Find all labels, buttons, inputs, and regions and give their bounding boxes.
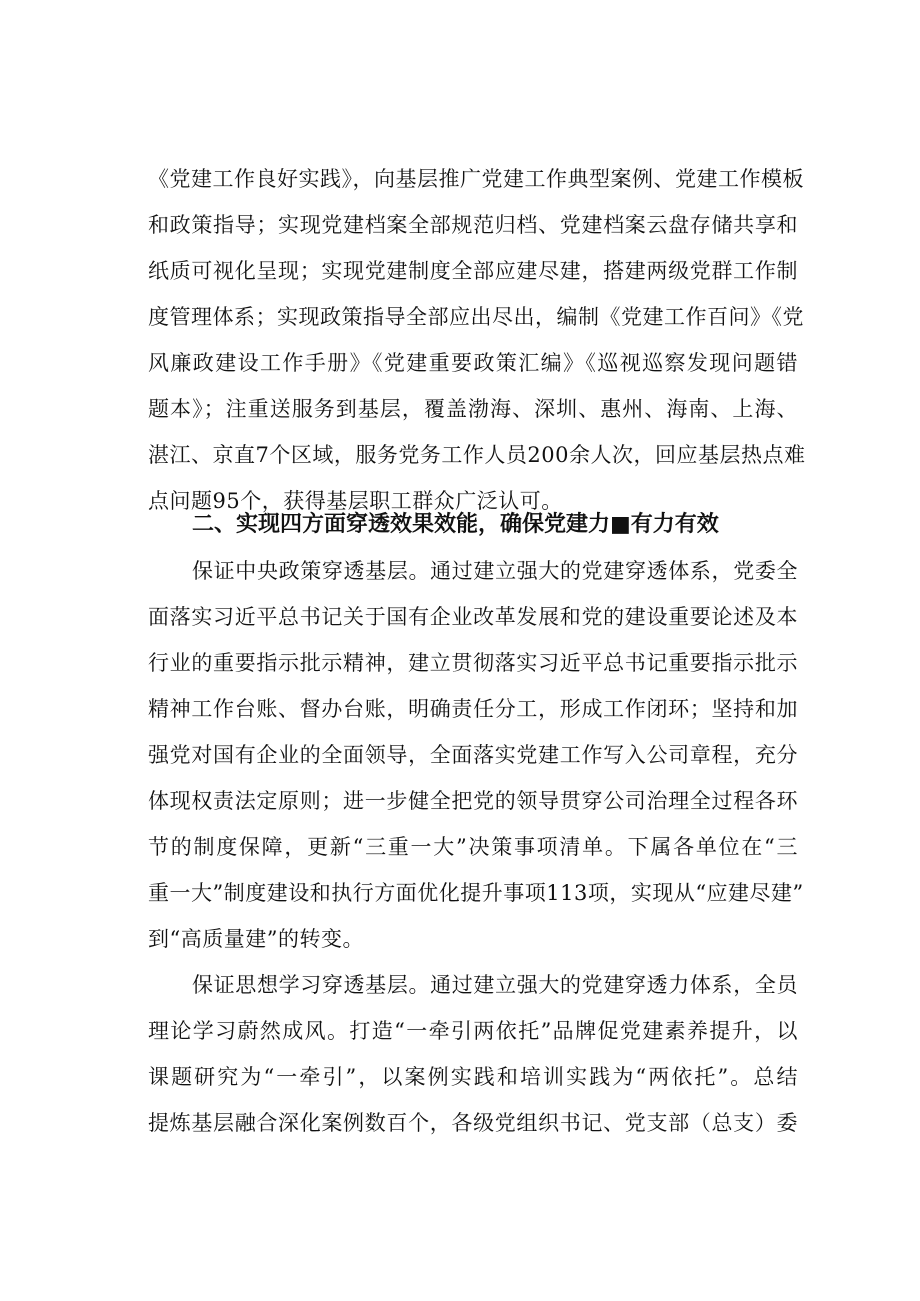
paragraph-1-line-9: 到“高质量建”的转变。 [148,927,364,951]
paragraph-2-line-1: 保证思想学习穿透基层。通过建立强大的党建穿透力体系，全员 [192,973,798,997]
intro-line-2: 和政策指导；实现党建档案全部规范归档、党建档案云盘存储共享和 [148,213,798,237]
intro-line-4: 度管理体系；实现政策指导全部应出尽出，编制《党建工作百问》《党 [148,305,804,329]
intro-line-8: 点问题95个，获得基层职工群众广泛认可。 [148,489,563,513]
paragraph-1-line-1: 保证中央政策穿透基层。通过建立强大的党建穿透体系，党委全 [192,559,798,583]
paragraph-1-line-5: 强党对国有企业的全面领导，全面落实党建工作写入公司章程，充分 [148,743,798,767]
paragraph-2-line-2: 理论学习蔚然成风。打造“一牵引两依托”品牌促党建素养提升，以 [148,1019,798,1043]
paragraph-1-line-2: 面落实习近平总书记关于国有企业改革发展和党的建设重要论述及本 [148,605,798,629]
intro-line-7: 湛江、京直7个区域，服务党务工作人员200余人次，回应基层热点难 [148,443,806,467]
paragraph-1-line-4: 精神工作台账、督办台账，明确责任分工，形成工作闭环；坚持和加 [148,697,798,721]
intro-line-1: 《党建工作良好实践》，向基层推广党建工作典型案例、党建工作模板 [148,167,804,191]
intro-line-6: 题本》；注重送服务到基层，覆盖渤海、深圳、惠州、海南、上海、 [148,397,798,421]
intro-line-3: 纸质可视化呈现；实现党建制度全部应建尽建，搭建两级党群工作制 [148,259,798,283]
paragraph-1-line-7: 节的制度保障，更新“三重一大”决策事项清单。下属各单位在“三 [148,835,798,859]
section-heading: 二、实现四方面穿透效果效能，确保党建力■有力有效 [192,512,719,537]
paragraph-2-line-3: 课题研究为“一牵引”，以案例实践和培训实践为“两依托”。总结 [148,1065,798,1089]
intro-line-5: 风廉政建设工作手册》《党建重要政策汇编》《巡视巡察发现问题错 [148,351,798,375]
paragraph-1-line-8: 重一大”制度建设和执行方面优化提升事项113项，实现从“应建尽建” [148,881,804,905]
paragraph-2-line-4: 提炼基层融合深化案例数百个，各级党组织书记、党支部（总支）委 [148,1111,798,1135]
paragraph-1-line-3: 行业的重要指示批示精神，建立贯彻落实习近平总书记重要指示批示 [148,651,798,675]
paragraph-1-line-6: 体现权责法定原则；进一步健全把党的领导贯穿公司治理全过程各环 [148,789,798,813]
